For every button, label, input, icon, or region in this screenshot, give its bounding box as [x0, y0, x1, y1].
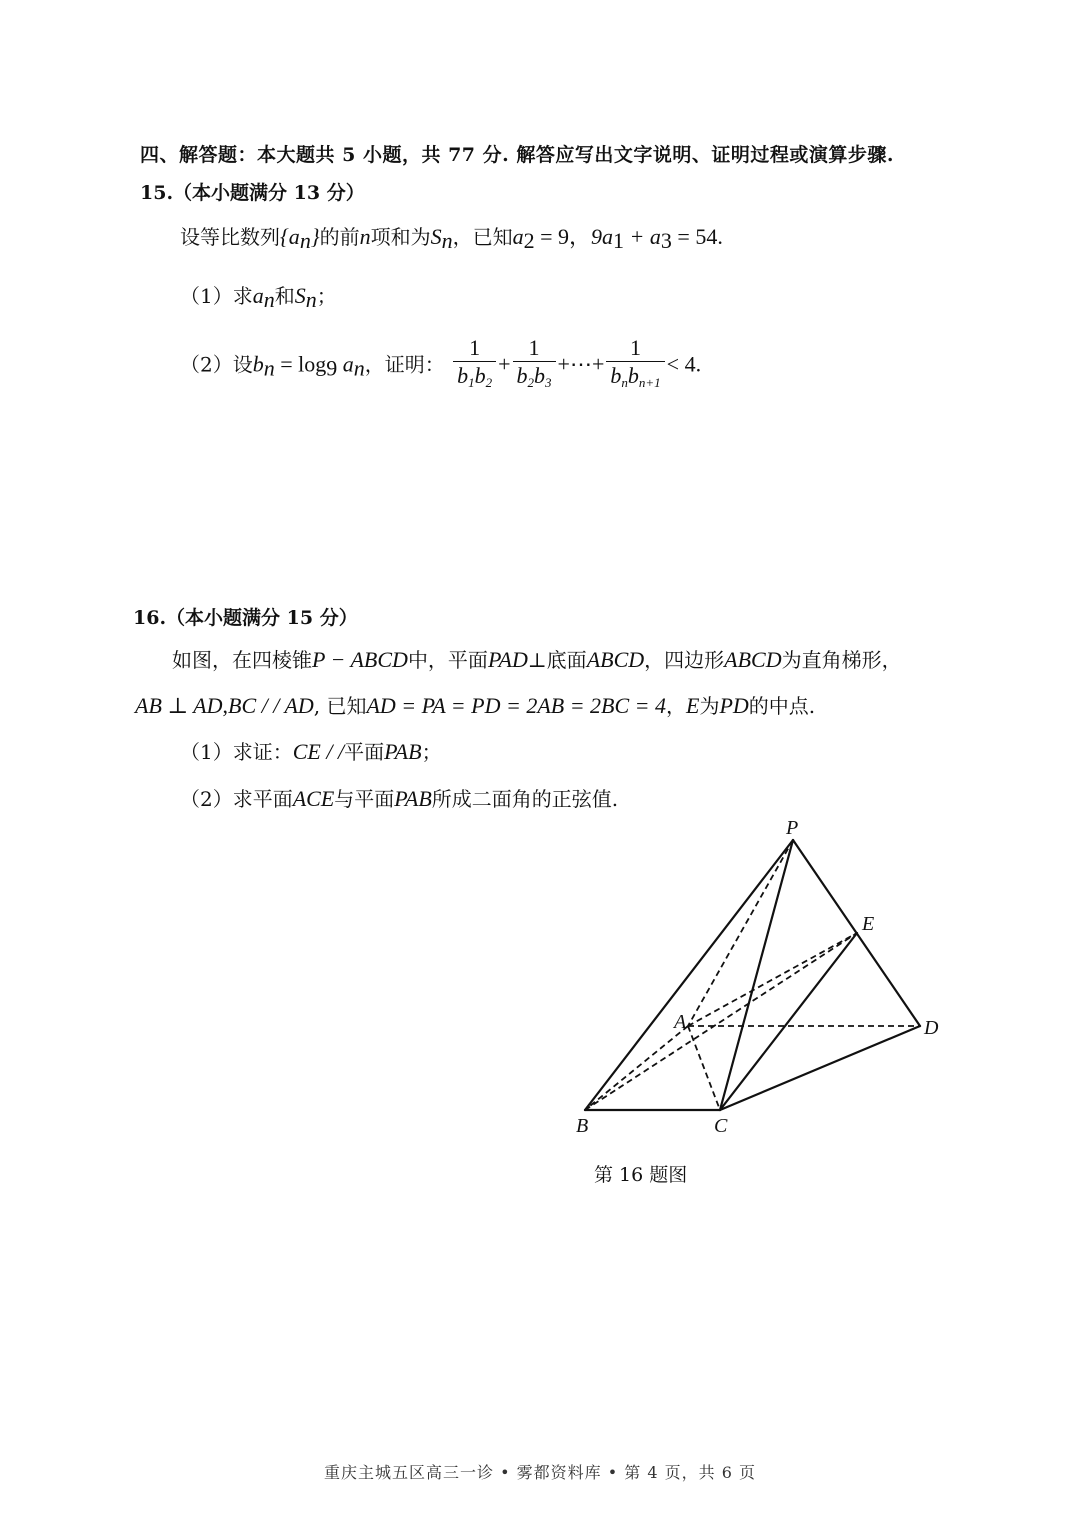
q15-stem: 设等比数列$\{a_n\}$的前n项和为$S_n$，已知$a_2 = 9$，$9a_1 + a_3 = 54$. [180, 224, 723, 253]
label-A: A [674, 1011, 687, 1033]
edge-CE [720, 933, 857, 1110]
fraction-3: $\frac{1}{b_nb_{n+1}}$ [606, 335, 664, 397]
edge-PA [688, 840, 793, 1026]
label-B: B [576, 1115, 589, 1137]
edge-CD [720, 1026, 920, 1110]
q15-part1: （1）求$a_n$和$S_n$； [180, 283, 337, 312]
q16-stem-line1: 如图，在四棱锥P − ABCD中，平面PAD⊥底面ABCD，四边形ABCD为直角梯形， [172, 647, 902, 672]
q16-header: 16.（本小题满分 15 分） [133, 607, 358, 629]
label-D: D [924, 1017, 939, 1039]
label-P: P [786, 817, 799, 839]
q16-part1: （1）求证：CE / /平面PAB； [180, 739, 442, 764]
q15-header: 15.（本小题满分 13 分） [140, 182, 365, 204]
edge-AB [585, 1026, 688, 1110]
edge-PC [720, 840, 793, 1110]
figure-caption: 第 16 题图 [594, 1164, 688, 1186]
q16-part2: （2）求平面ACE与平面PAB所成二面角的正弦值. [180, 786, 619, 811]
fraction-2: $\frac{1}{b_2b_3}$ [513, 335, 556, 397]
section-title: 四、解答题：本大题共 5 小题，共 77 分. 解答应写出文字说明、证明过程或演算步骤. [140, 144, 894, 166]
edge-BE [585, 933, 857, 1110]
edge-PB [585, 840, 793, 1110]
fraction-1: $\frac{1}{b_1b_2}$ [453, 335, 496, 397]
label-C: C [714, 1115, 728, 1137]
q16-stem-line2: AB ⊥ AD,BC / / AD, 已知AD = PA = PD = 2AB = 2BC = 4，E为PD的中点. [135, 693, 816, 718]
page-footer: 重庆主城五区高三一诊 • 雾都资料库 • 第 4 页，共 6 页 [324, 1463, 756, 1482]
edge-AC [688, 1026, 720, 1110]
q15-part2: （2）设$b_n = \log_9 a_n$，证明： $\frac{1}{b_1b_2}$ + $\frac{1}{b_2b_3}$ +⋯+ $\frac{1}{b_nb_{n+1}}$ < 4. [180, 335, 701, 397]
label-E: E [862, 913, 875, 935]
